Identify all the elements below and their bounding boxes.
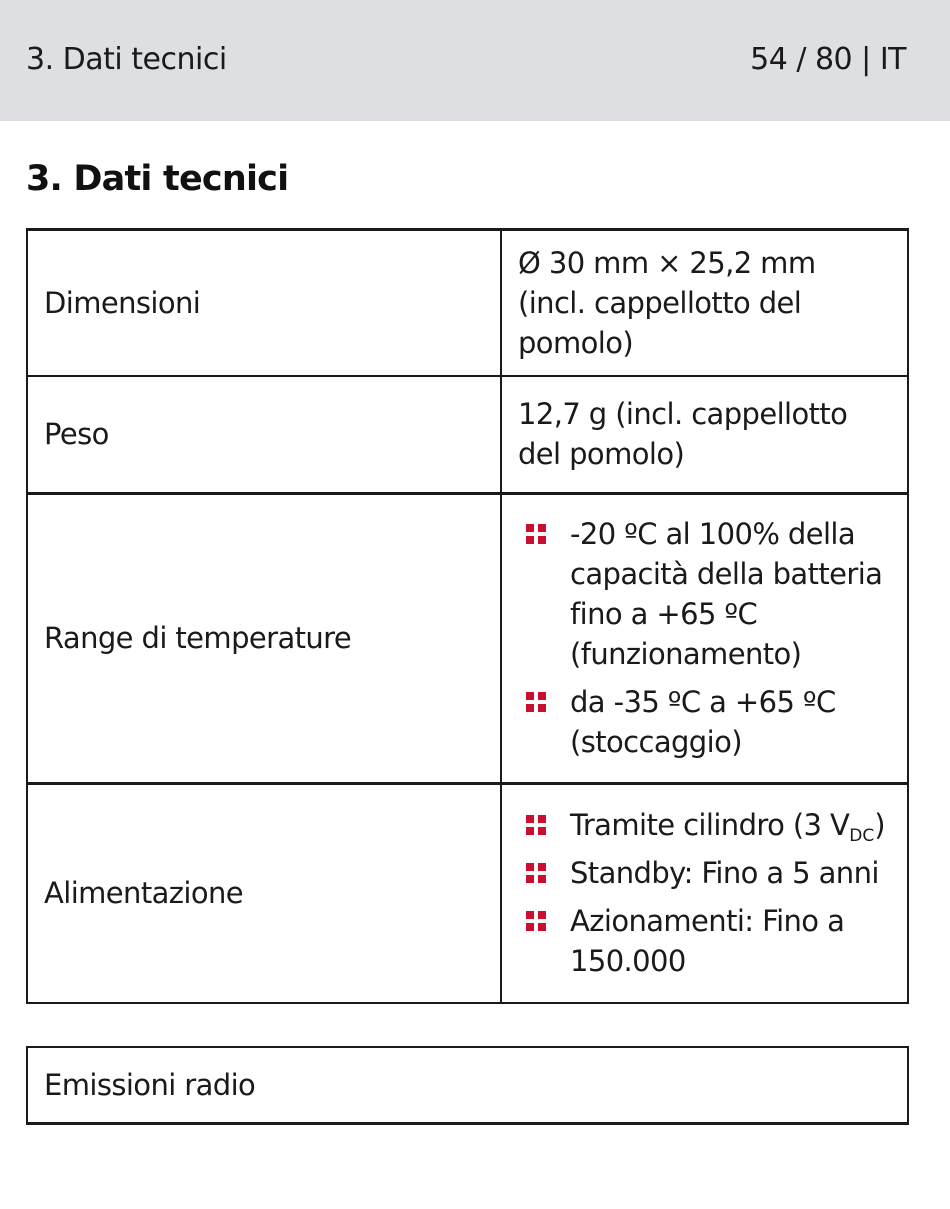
- label-dimensioni: Dimensioni: [27, 230, 501, 377]
- radio-emissions-table: [26, 1046, 909, 1125]
- list-item: [518, 901, 891, 981]
- list-item: [518, 514, 891, 674]
- table-row-emissioni: [27, 1047, 908, 1124]
- list-item: [518, 805, 891, 845]
- label-alimentazione: Alimentazione: [27, 783, 501, 1003]
- value-dimensioni: Ø 30 mm × 25,2 mm (incl. cappellotto del pomolo): [501, 230, 908, 377]
- value-alimentazione: [501, 783, 908, 1003]
- table-row-peso: [27, 376, 908, 493]
- page-title: 3. Dati tecnici: [26, 159, 289, 199]
- red-square-bullet-icon: [526, 524, 546, 544]
- list-item: [518, 853, 891, 893]
- alimentazione-item-text: Azionamenti: Fino a 150.000: [570, 904, 845, 979]
- temperature-item-text: da -35 ºC a +65 ºC (stoccaggio): [570, 685, 836, 759]
- table-row-alimentazione: [27, 783, 908, 1003]
- temperature-list: [518, 514, 891, 762]
- alimentazione-item-prefix: Tramite cilindro (3 V: [570, 808, 850, 843]
- alimentazione-item-suffix: ): [874, 808, 885, 843]
- table-row-temperature: [27, 493, 908, 783]
- value-peso: 12,7 g (incl. cappellotto del pomolo): [501, 376, 908, 493]
- label-emissioni-radio: Emissioni radio: [27, 1047, 908, 1124]
- label-temperature: Range di temperature: [27, 493, 501, 783]
- header-section-title: 3. Dati tecnici: [26, 42, 227, 77]
- temperature-item-text: -20 ºC al 100% della capacità della batteria fino a +65 ºC (funzionamento): [570, 517, 883, 671]
- red-square-bullet-icon: [526, 911, 546, 931]
- red-square-bullet-icon: [526, 815, 546, 835]
- page-header: [0, 0, 950, 121]
- alimentazione-item-text: Standby: Fino a 5 anni: [570, 856, 879, 891]
- label-peso: Peso: [27, 376, 501, 493]
- dc-subscript: DC: [849, 826, 875, 847]
- alimentazione-list: [518, 805, 891, 981]
- red-square-bullet-icon: [526, 692, 546, 712]
- table-row-dimensioni: [27, 230, 908, 377]
- red-square-bullet-icon: [526, 863, 546, 883]
- spec-table: [26, 228, 909, 1004]
- header-page-info: 54 / 80 | IT: [750, 42, 906, 77]
- value-temperature: [501, 493, 908, 783]
- list-item: [518, 682, 891, 762]
